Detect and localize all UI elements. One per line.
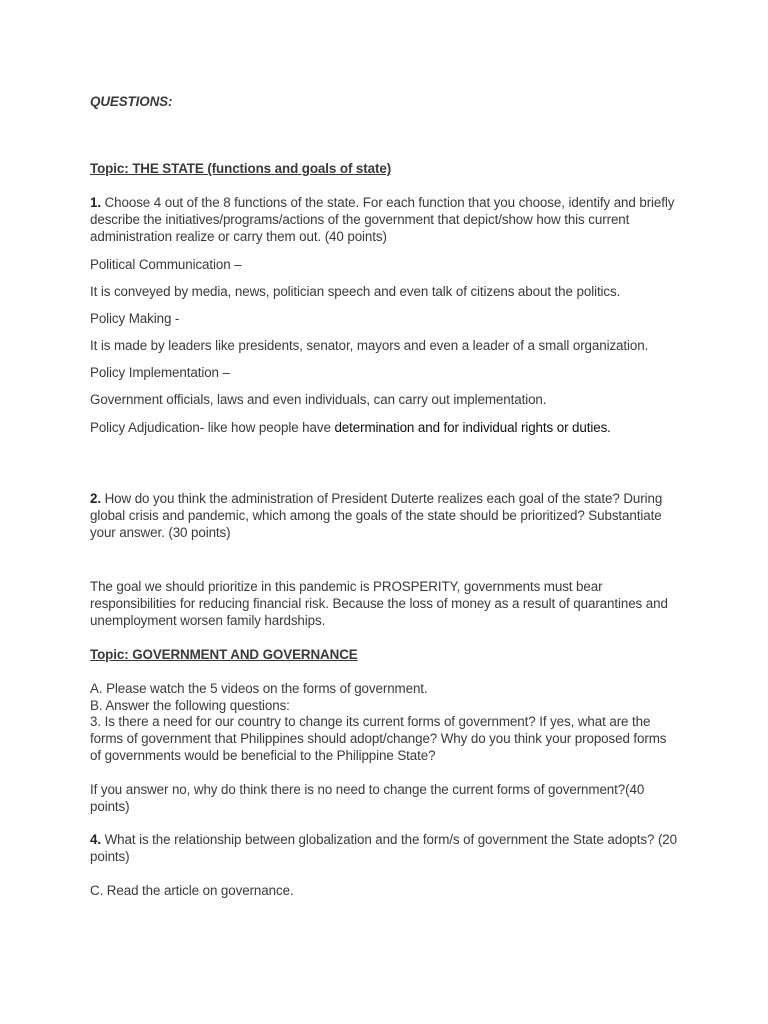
question-4 [90, 831, 680, 865]
question-2-number: 2. [90, 491, 101, 506]
question-3-alt: If you answer no, why do think there is no need to change the current forms of government?(40 points) [90, 782, 645, 814]
question-3: 3. Is there a need for our country to change its current forms of government? If yes, what are the forms of government that Philippines should adopt/change? Why do you think your proposed forms of governments would be beneficial to the Philippine State? [90, 714, 667, 763]
question-1-text: Choose 4 out of the 8 functions of the state. For each function that you choose, identify and briefly describe the initiatives/programs/actions of the government that depict/show how this current administration realize or carry them out. (40 points) [90, 195, 675, 244]
question-2 [90, 490, 680, 541]
function-3-desc: Government officials, laws and even individuals, can carry out implementation. [90, 392, 547, 407]
part-a: A. Please watch the 5 videos on the forms of government. [90, 681, 428, 696]
answer-2: The goal we should prioritize in this pandemic is PROSPERITY, governments must bear responsibilities for reducing financial risk. Because the loss of money as a result of quarantines and unemployment worsen family hardships. [90, 579, 668, 628]
function-1-title: Political Communication – [90, 257, 242, 272]
function-4-rest: determination and for individual rights or duties. [334, 420, 611, 435]
function-4-lead: Policy Adjudication- like how people have [90, 420, 335, 435]
function-2-title: Policy Making - [90, 311, 180, 326]
question-2-text: How do you think the administration of President Duterte realizes each goal of the state? During global crisis and pandemic, which among the goals of the state should be prioritized? Substantiate your answer. (30 points) [90, 491, 663, 540]
topic-the-state: Topic: THE STATE (functions and goals of state) [90, 161, 392, 176]
questions-heading: QUESTIONS: [90, 94, 173, 109]
topic-government: Topic: GOVERNMENT AND GOVERNANCE [90, 647, 358, 662]
question-1 [90, 194, 680, 245]
question-1-number: 1. [90, 195, 101, 210]
function-2-desc: It is made by leaders like presidents, senator, mayors and even a leader of a small organization. [90, 338, 649, 353]
question-4-number: 4. [90, 832, 101, 847]
part-b: B. Answer the following questions: [90, 698, 290, 713]
function-3-title: Policy Implementation – [90, 365, 230, 380]
function-1-desc: It is conveyed by media, news, politician speech and even talk of citizens about the politics. [90, 284, 621, 299]
part-c: C. Read the article on governance. [90, 883, 294, 898]
function-4 [90, 419, 680, 436]
question-4-text: What is the relationship between globalization and the form/s of government the State adopts? (20 points) [90, 832, 677, 864]
